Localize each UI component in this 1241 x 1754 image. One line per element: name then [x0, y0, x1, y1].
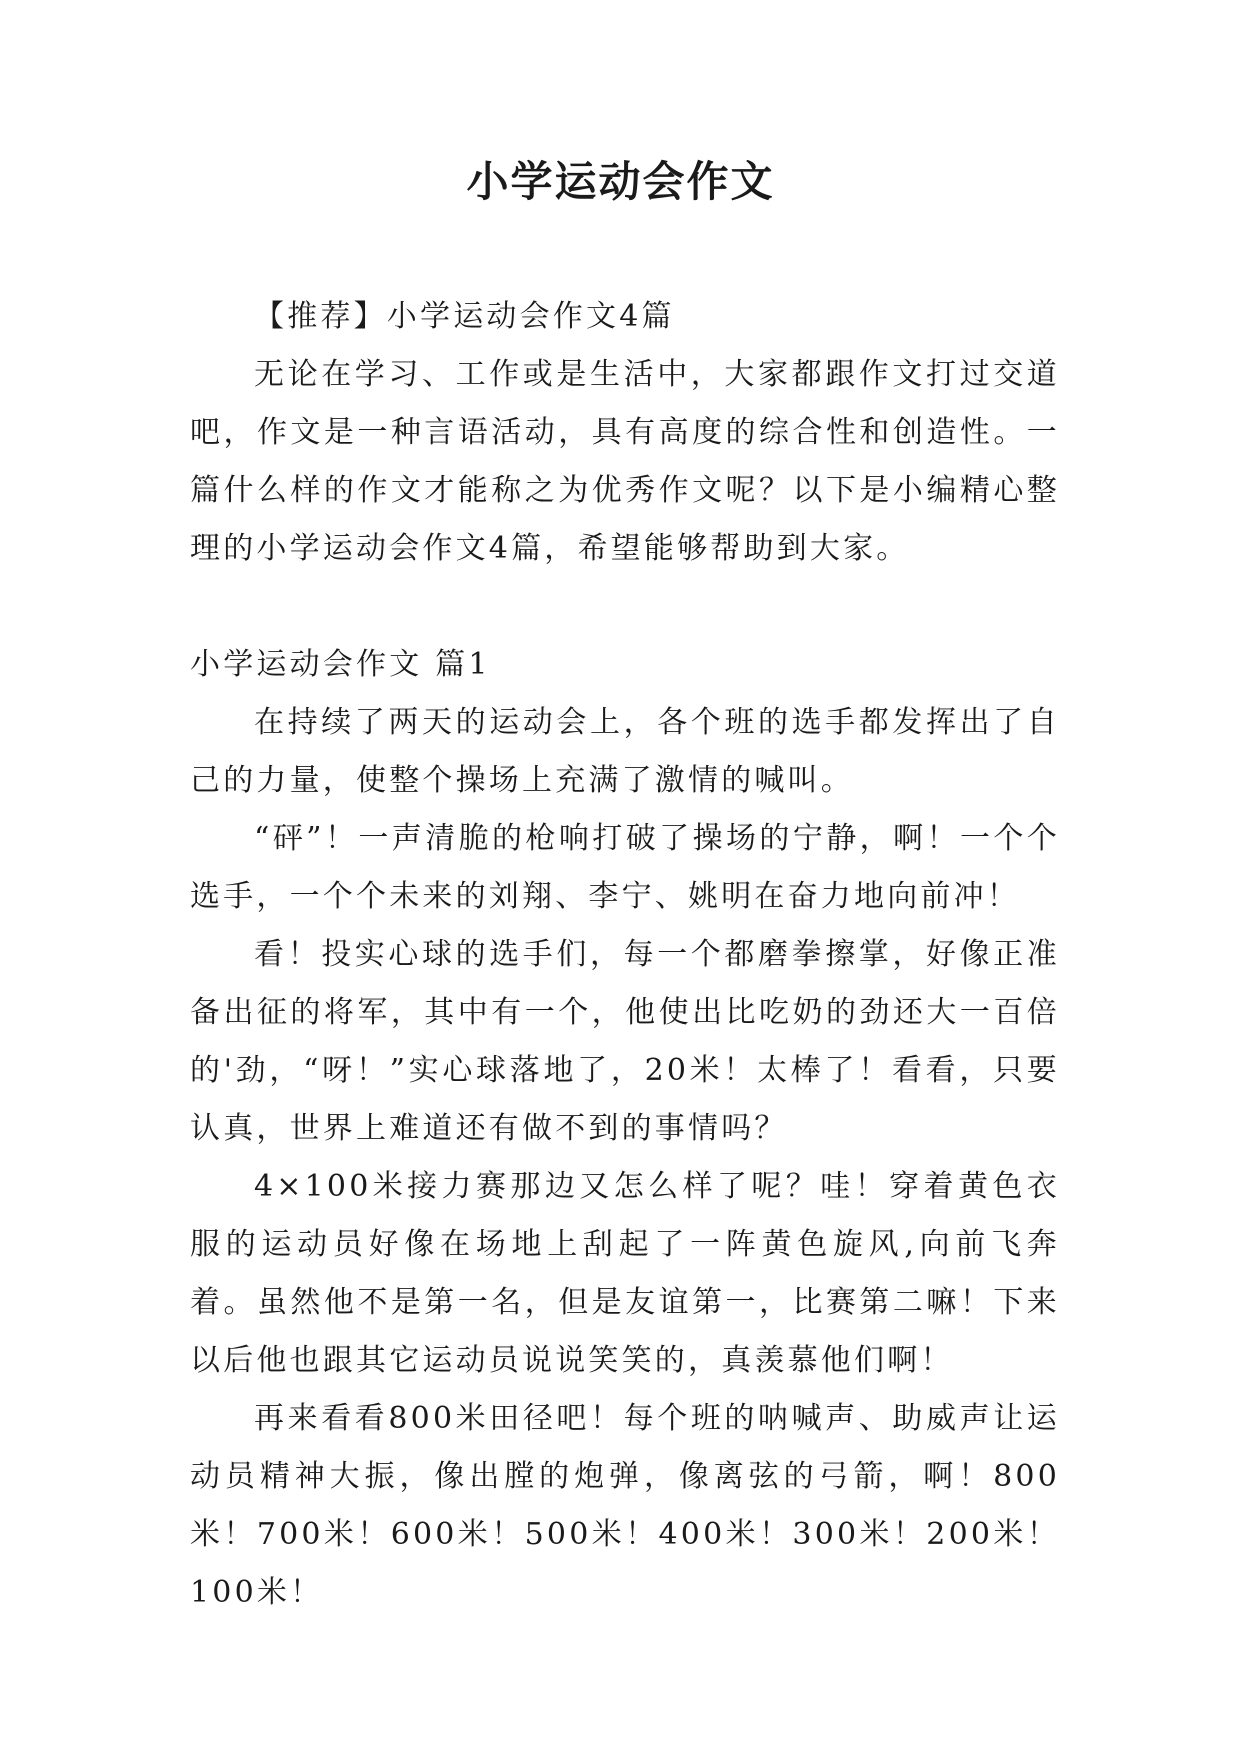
section-heading: 小学运动会作文 篇1 — [190, 647, 491, 682]
document-title: 小学运动会作文 — [466, 157, 775, 206]
paragraph: “砰”！一声清脆的枪响打破了操场的宁静，啊！一个个选手，一个个未来的刘翔、李宁、姚明在奋力地向前冲！ — [190, 821, 1060, 914]
paragraph: 在持续了两天的运动会上，各个班的选手都发挥出了自己的力量，使整个操场上充满了激情的喊叫。 — [190, 705, 1060, 798]
paragraph: 再来看看800米田径吧！每个班的呐喊声、助威声让运动员精神大振，像出膛的炮弹，像离弦的弓箭，啊！800米！700米！600米！500米！400米！300米！200米！100米！ — [190, 1401, 1060, 1610]
intro-paragraph: 无论在学习、工作或是生活中，大家都跟作文打过交道吧，作文是一种言语活动，具有高度的综合性和创造性。一篇什么样的作文才能称之为优秀作文呢？以下是小编精心整理的小学运动会作文4篇，希望能够帮助到大家。 — [190, 357, 1060, 566]
document-body — [190, 288, 1060, 1622]
paragraph: 看！投实心球的选手们，每一个都磨拳擦掌，好像正准备出征的将军，其中有一个，他使出比吃奶的劲还大一百倍的'劲，“呀！”实心球落地了，20米！太棒了！看看，只要认真，世界上难道还有做不到的事情吗？ — [190, 937, 1060, 1146]
paragraph: 4×100米接力赛那边又怎么样了呢？哇！穿着黄色衣服的运动员好像在场地上刮起了一阵黄色旋风,向前飞奔着。虽然他不是第一名，但是友谊第一，比赛第二嘛！下来以后他也跟其它运动员说说笑笑的，真羡慕他们啊！ — [190, 1169, 1060, 1378]
intro-line: 【推荐】小学运动会作文4篇 — [254, 299, 675, 334]
